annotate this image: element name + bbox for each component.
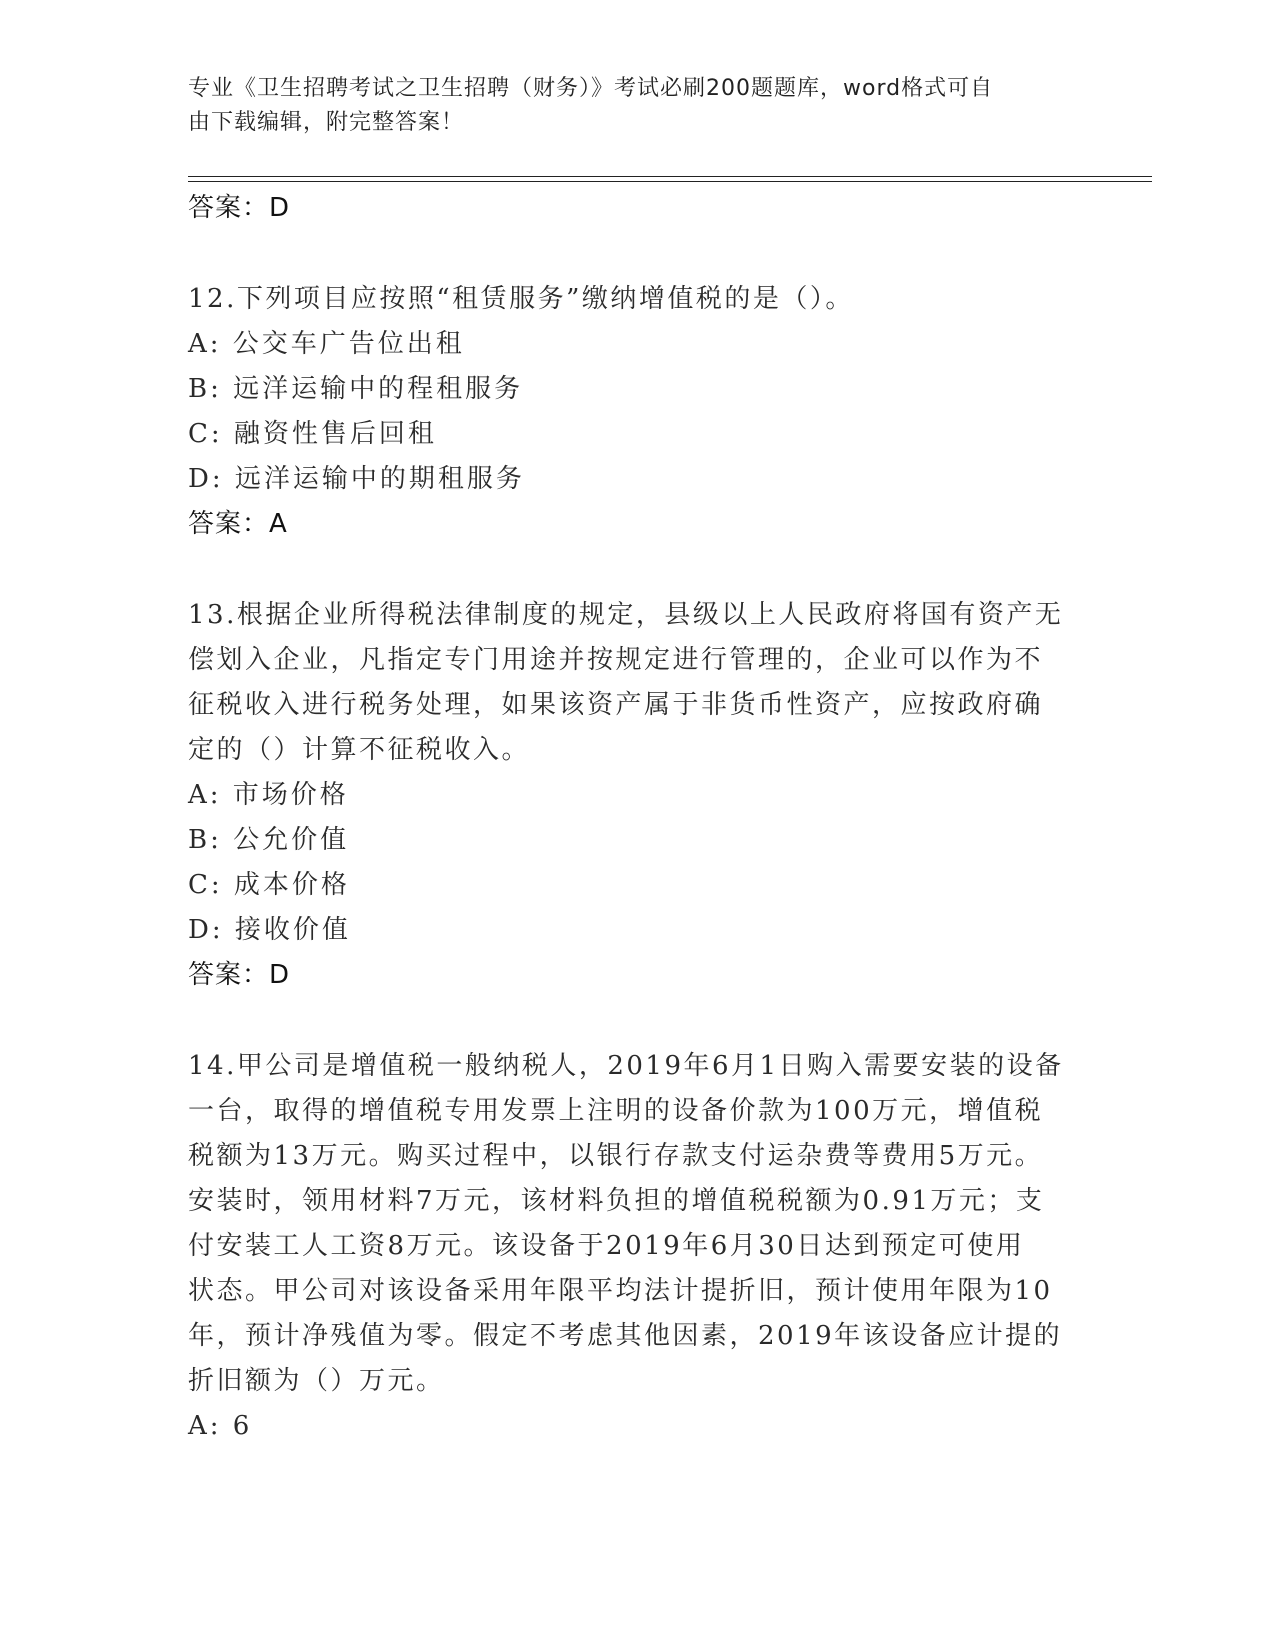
- option-a: A: 公交车广告位出租: [188, 329, 465, 359]
- question-stem-line: 税额为13万元。购买过程中，以银行存款支付运杂费等费用5万元。: [188, 1141, 1044, 1171]
- spacer: [188, 998, 1088, 1044]
- question-stem-line: 折旧额为（）万元。: [188, 1366, 445, 1396]
- option-a: A: 6: [188, 1411, 253, 1441]
- question-stem-line: 安装时，领用材料7万元，该材料负担的增值税税额为0.91万元；支: [188, 1186, 1045, 1216]
- answer-line-q11: 答案：D: [188, 193, 291, 223]
- spacer: [188, 547, 1088, 593]
- question-stem-line: 付安装工人工资8万元。该设备于2019年6月30日达到预定可使用: [188, 1231, 1025, 1261]
- question-13: [188, 593, 1088, 998]
- option-d: D: 远洋运输中的期租服务: [188, 464, 525, 494]
- answer-line: 答案：A: [188, 509, 288, 539]
- option-b: B: 远洋运输中的程租服务: [188, 374, 524, 404]
- question-stem-line: 定的（）计算不征税收入。: [188, 735, 531, 765]
- option-b: B: 公允价值: [188, 825, 350, 855]
- question-14: [188, 1044, 1088, 1449]
- question-stem-line: 一台，取得的增值税专用发票上注明的设备价款为100万元，增值税: [188, 1096, 1044, 1126]
- question-stem-line: 年，预计净残值为零。假定不考虑其他因素，2019年该设备应计提的: [188, 1321, 1063, 1351]
- question-stem: 12.下列项目应按照“租赁服务”缴纳增值税的是（）。: [188, 284, 854, 314]
- question-stem-line: 14.甲公司是增值税一般纳税人，2019年6月1日购入需要安装的设备: [188, 1051, 1064, 1081]
- question-stem-line: 状态。甲公司对该设备采用年限平均法计提折旧，预计使用年限为10: [188, 1276, 1053, 1306]
- question-12: [188, 277, 1088, 547]
- document-header: [188, 72, 1068, 140]
- option-a: A: 市场价格: [188, 780, 349, 810]
- question-stem-line: 偿划入企业，凡指定专门用途并按规定进行管理的，企业可以作为不: [188, 645, 1044, 675]
- spacer: [188, 231, 1088, 277]
- header-line-1: 专业《卫生招聘考试之卫生招聘（财务）》考试必刷200题题库，word格式可自: [188, 76, 994, 101]
- option-c: C: 成本价格: [188, 870, 350, 900]
- document-body: [188, 186, 1088, 1449]
- header-divider-bottom: [188, 181, 1152, 182]
- answer-line: 答案：D: [188, 960, 291, 990]
- option-d: D: 接收价值: [188, 915, 351, 945]
- header-line-2: 由下载编辑，附完整答案！: [188, 110, 465, 135]
- option-c: C: 融资性售后回租: [188, 419, 437, 449]
- question-stem-line: 13.根据企业所得税法律制度的规定，县级以上人民政府将国有资产无: [188, 600, 1064, 630]
- question-stem-line: 征税收入进行税务处理，如果该资产属于非货币性资产，应按政府确: [188, 690, 1044, 720]
- header-divider-top: [188, 176, 1152, 177]
